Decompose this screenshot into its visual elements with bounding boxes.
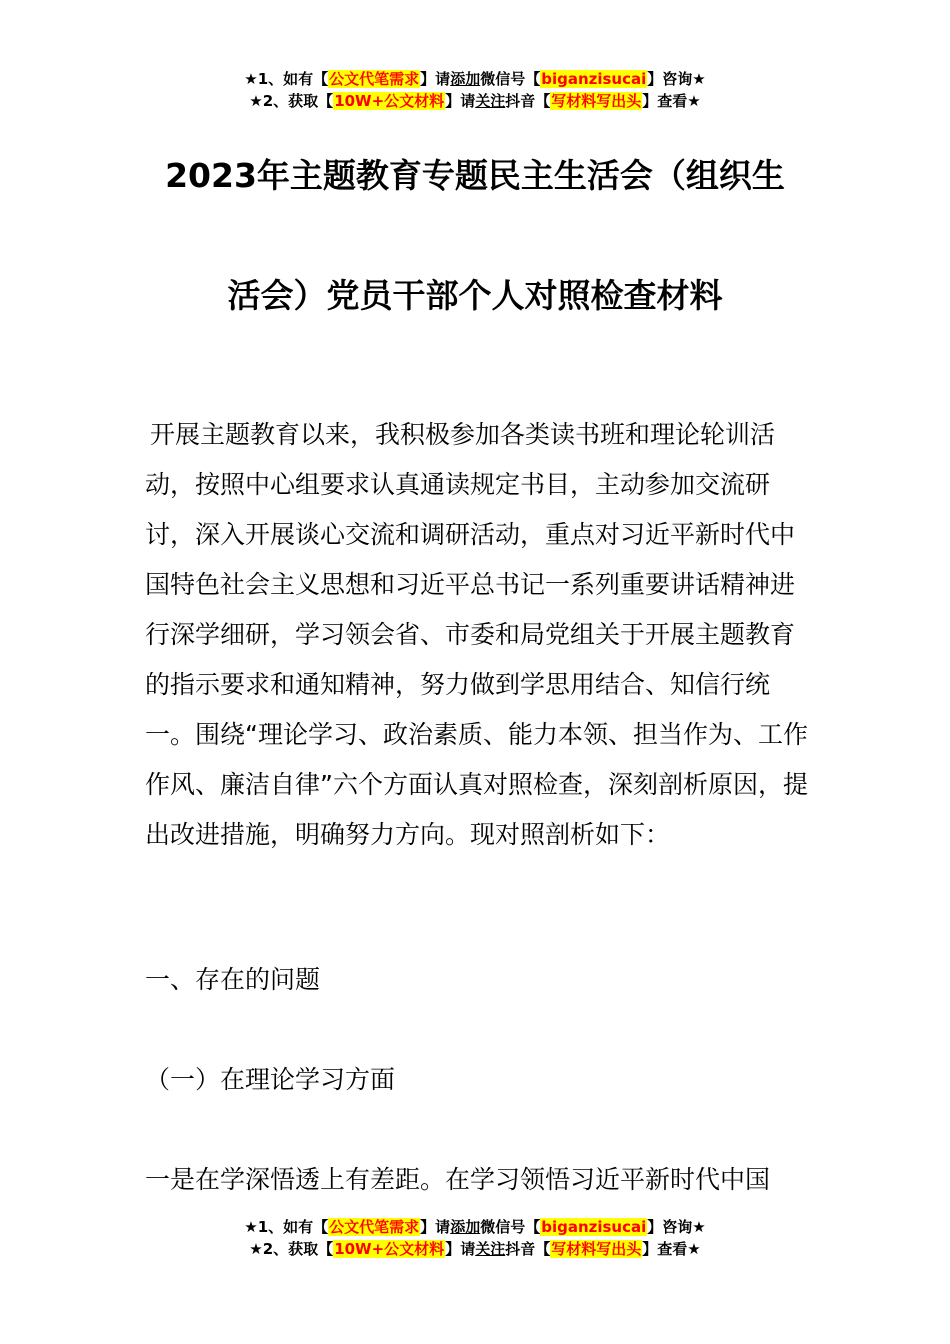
banner-underlined: 关注 [475,92,506,110]
banner-highlight: 公文代笔需求 [329,1218,420,1236]
banner-highlight: biganzisucai [541,70,647,88]
banner-highlight: 10W+公文材料 [334,1240,445,1258]
banner-highlight: 10W+公文材料 [334,92,445,110]
banner-line-1 [0,68,950,90]
document-title-line-2: 活会）党员干部个人对照检查材料 [227,276,723,315]
banner-text: ★2、获取【 [249,1240,334,1258]
banner-underlined: 添加 [450,70,481,88]
banner-text: 微信号【 [480,70,541,88]
banner-text: 】咨询★ [647,1218,706,1236]
banner-text: 】查看★ [642,92,701,110]
banner-highlight: 写材料写出头 [551,92,642,110]
document-title-line-1: 2023年主题教育专题民主生活会（组织生 [165,156,785,195]
section-heading: 一、存在的问题 [145,965,321,994]
banner-text: ★1、如有【 [244,1218,329,1236]
banner-text: 】查看★ [642,1240,701,1258]
banner-underlined: 添加 [450,1218,481,1236]
banner-text: 抖音【 [505,92,551,110]
banner-text: 】请 [420,1218,451,1236]
banner-text: 】咨询★ [647,70,706,88]
banner-line-1 [0,1216,950,1238]
header-banner [0,68,950,112]
banner-text: ★2、获取【 [249,92,334,110]
banner-highlight: biganzisucai [541,1218,647,1236]
subsection-paragraph: 一是在学深悟透上有差距。在学习领悟习近平新时代中国 [145,1165,771,1194]
banner-highlight: 写材料写出头 [551,1240,642,1258]
banner-text: ★1、如有【 [244,70,329,88]
banner-line-2 [0,1238,950,1260]
footer-banner [0,1216,950,1260]
banner-text: 】请 [445,92,476,110]
subsection-heading: （一）在理论学习方面 [145,1065,396,1094]
banner-underlined: 关注 [475,1240,506,1258]
banner-highlight: 公文代笔需求 [329,70,420,88]
banner-text: 抖音【 [505,1240,551,1258]
banner-text: 】请 [420,70,451,88]
intro-paragraph: 开展主题教育以来，我积极参加各类读书班和理论轮训活动，按照中心组要求认真通读规定书目，主动参加交流研讨，深入开展谈心交流和调研活动，重点对习近平新时代中国特色社会主义思想和习近平总书记一系列重要讲话精神进行深学细研，学习领会省、市委和局党组关于开展主题教育的指示要求和通知精神，努力做到学思用结合、知信行统一。围绕“理论学习、政治素质、能力本领、担当作为、工作作风、廉洁自律”六个方面认真对照检查，深刻剖析原因，提出改进措施，明确努力方向。现对照剖析如下： [145,420,808,849]
banner-text: 】请 [445,1240,476,1258]
banner-text: 微信号【 [480,1218,541,1236]
banner-line-2 [0,90,950,112]
